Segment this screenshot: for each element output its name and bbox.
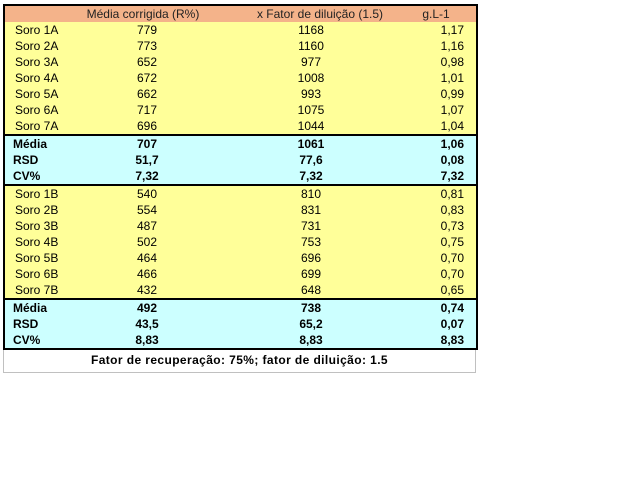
cell-fator[interactable]: 977 [214,54,396,70]
cell-media[interactable]: 672 [64,70,214,86]
row-label[interactable]: Soro 3A [4,54,64,70]
stats-label[interactable]: RSD [4,152,64,168]
cell-gl[interactable]: 0,75 [396,234,477,250]
cell-fator[interactable]: 1075 [214,102,396,118]
cell-media[interactable]: 779 [64,22,214,38]
cell-media[interactable]: 43,5 [64,316,214,332]
cell-gl[interactable]: 0,07 [396,316,477,332]
row-label[interactable]: Soro 7A [4,118,64,135]
cell-media[interactable]: 432 [64,282,214,299]
cell-fator[interactable]: 831 [214,202,396,218]
header-gl[interactable]: g.L-1 [396,5,477,22]
row-label[interactable]: Soro 6B [4,266,64,282]
stats-row-media [4,135,477,152]
row-label[interactable]: Soro 6A [4,102,64,118]
cell-fator[interactable]: 648 [214,282,396,299]
cell-media[interactable]: 487 [64,218,214,234]
stats-label[interactable]: Média [4,299,64,316]
cell-gl[interactable]: 1,06 [396,135,477,152]
table-row [4,22,477,38]
cell-media[interactable]: 7,32 [64,168,214,185]
cell-media[interactable]: 652 [64,54,214,70]
cell-media[interactable]: 773 [64,38,214,54]
cell-media[interactable]: 492 [64,299,214,316]
table-row [4,118,477,135]
row-label[interactable]: Soro 3B [4,218,64,234]
cell-gl[interactable]: 0,73 [396,218,477,234]
table-row [4,266,477,282]
cell-media[interactable]: 466 [64,266,214,282]
cell-gl[interactable]: 1,07 [396,102,477,118]
cell-gl[interactable]: 0,70 [396,266,477,282]
stats-row-cv [4,168,477,185]
row-label[interactable]: Soro 4A [4,70,64,86]
cell-fator[interactable]: 753 [214,234,396,250]
cell-media[interactable]: 51,7 [64,152,214,168]
cell-media[interactable]: 540 [64,185,214,202]
cell-gl[interactable]: 0,08 [396,152,477,168]
table-row [4,282,477,299]
table-row [4,185,477,202]
table-row [4,202,477,218]
table-row [4,70,477,86]
row-label[interactable]: Soro 5A [4,86,64,102]
cell-gl[interactable]: 8,83 [396,332,477,349]
cell-fator[interactable]: 8,83 [214,332,396,349]
header-row [4,5,477,22]
row-label[interactable]: Soro 5B [4,250,64,266]
cell-gl[interactable]: 1,17 [396,22,477,38]
cell-media[interactable]: 8,83 [64,332,214,349]
cell-media[interactable]: 696 [64,118,214,135]
cell-gl[interactable]: 0,99 [396,86,477,102]
table-row [4,234,477,250]
spreadsheet-table [3,4,476,373]
cell-gl[interactable]: 0,74 [396,299,477,316]
cell-gl[interactable]: 0,65 [396,282,477,299]
row-label[interactable]: Soro 4B [4,234,64,250]
cell-fator[interactable]: 65,2 [214,316,396,332]
cell-media[interactable]: 464 [64,250,214,266]
table-row [4,54,477,70]
table-row [4,86,477,102]
stats-row-rsd [4,316,477,332]
stats-label[interactable]: Média [4,135,64,152]
cell-fator[interactable]: 1061 [214,135,396,152]
row-label[interactable]: Soro 2A [4,38,64,54]
cell-media[interactable]: 502 [64,234,214,250]
cell-fator[interactable]: 993 [214,86,396,102]
stats-label[interactable]: RSD [4,316,64,332]
cell-gl[interactable]: 1,01 [396,70,477,86]
cell-fator[interactable]: 1044 [214,118,396,135]
cell-fator[interactable]: 1168 [214,22,396,38]
header-cell-empty[interactable] [4,5,64,22]
row-label[interactable]: Soro 2B [4,202,64,218]
cell-fator[interactable]: 1160 [214,38,396,54]
row-label[interactable]: Soro 7B [4,282,64,299]
cell-fator[interactable]: 1008 [214,70,396,86]
cell-fator[interactable]: 810 [214,185,396,202]
table-row [4,38,477,54]
cell-fator[interactable]: 699 [214,266,396,282]
cell-fator[interactable]: 77,6 [214,152,396,168]
cell-gl[interactable]: 1,16 [396,38,477,54]
table-row [4,218,477,234]
cell-gl[interactable]: 1,04 [396,118,477,135]
stats-row-rsd [4,152,477,168]
stats-row-media [4,299,477,316]
row-label[interactable]: Soro 1A [4,22,64,38]
row-label[interactable]: Soro 1B [4,185,64,202]
stats-label[interactable]: CV% [4,332,64,349]
cell-media[interactable]: 662 [64,86,214,102]
stats-row-cv [4,332,477,349]
cell-fator[interactable]: 738 [214,299,396,316]
cell-fator[interactable]: 731 [214,218,396,234]
header-fator-diluicao[interactable]: x Fator de diluição (1.5) [214,5,396,22]
cell-fator[interactable]: 7,32 [214,168,396,185]
cell-gl[interactable]: 0,83 [396,202,477,218]
cell-fator[interactable]: 696 [214,250,396,266]
cell-media[interactable]: 707 [64,135,214,152]
footer-note[interactable]: Fator de recuperação: 75%; fator de diluição: 1.5 [3,350,476,373]
cell-media[interactable]: 554 [64,202,214,218]
table-row [4,250,477,266]
table-row [4,102,477,118]
cell-gl[interactable]: 0,81 [396,185,477,202]
cell-gl[interactable]: 0,70 [396,250,477,266]
cell-media[interactable]: 717 [64,102,214,118]
header-media-corrigida[interactable]: Média corrigida (R%) [64,5,214,22]
cell-gl[interactable]: 7,32 [396,168,477,185]
stats-label[interactable]: CV% [4,168,64,185]
cell-gl[interactable]: 0,98 [396,54,477,70]
